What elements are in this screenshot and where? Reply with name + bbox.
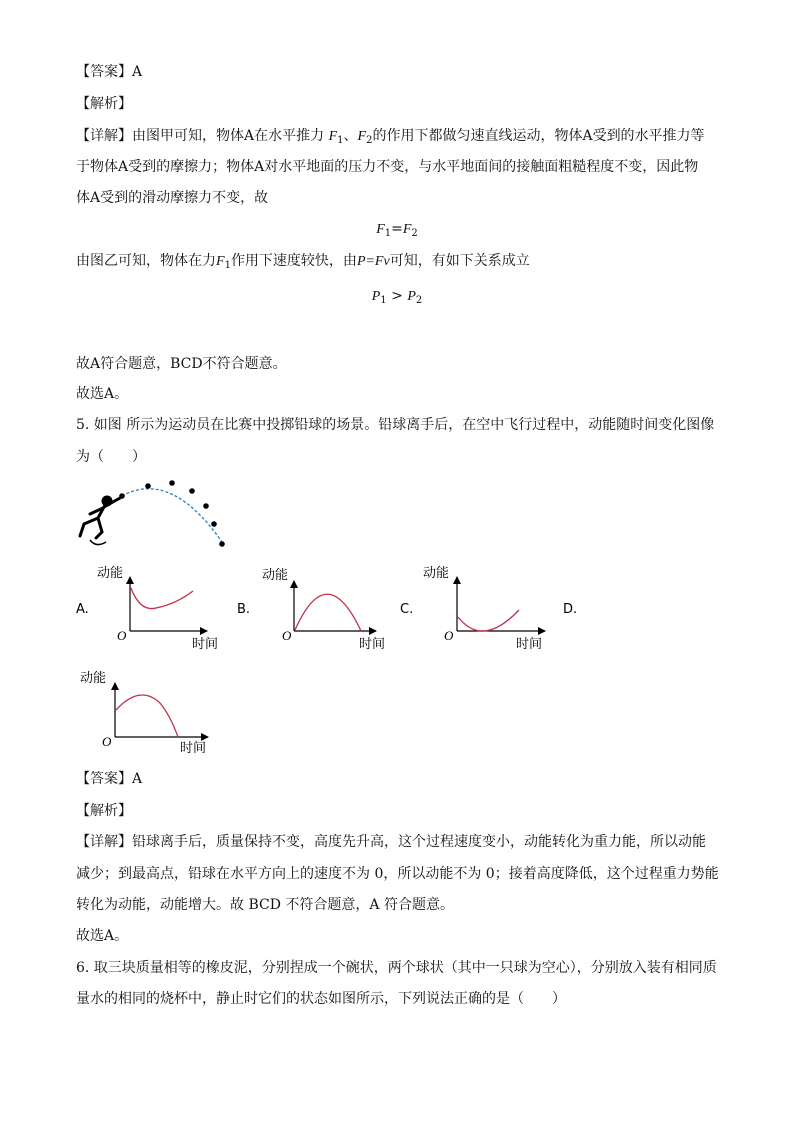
option-a-origin: O	[117, 628, 127, 643]
power-formula: P=Fv	[356, 254, 390, 269]
answer-line-1	[76, 62, 142, 82]
answer-tag: 【答案】	[76, 64, 132, 80]
answer-value: A	[132, 771, 143, 787]
option-b-origin: O	[282, 628, 292, 643]
option-d-origin: O	[102, 734, 112, 749]
detail-line-1: 【详解】由图甲可知，物体A在水平推力 $F_1$、$F_2$的作用下都做匀速直线运动，物体A受到的水平推力等	[76, 128, 705, 146]
answer-line-2	[76, 769, 142, 789]
q6-stem-line-1: 6. 取三块质量相等的橡皮泥，分别捏成一个碗状，两个球状（其中一只球为空心），分别放入装有相同质	[76, 960, 717, 976]
q5-options	[0, 560, 794, 760]
answer-value: A	[132, 64, 143, 80]
option-a-ylabel: 动能	[97, 566, 124, 581]
detail-tag: 【详解】	[76, 128, 132, 144]
analysis-tag-1: 【解析】	[76, 96, 132, 112]
answer-tag: 【答案】	[76, 771, 132, 787]
choose-line-1: 故选A。	[76, 386, 129, 402]
shot-ball	[145, 483, 151, 489]
detail-text: 铅球离手后，质量保持不变，高度先升高，这个过程速度变小，动能转化为重力能，所以动能	[132, 834, 706, 850]
conclusion-line: 故A符合题意，BCD不符合题意。	[76, 356, 287, 372]
detail-text: 的作用下都做匀速直线运动，物体A受到的水平推力等	[372, 128, 705, 144]
option-a-curve	[131, 588, 193, 609]
choose-line-2: 故选A。	[76, 928, 129, 944]
athlete-figure	[80, 497, 120, 538]
shot-ball	[203, 503, 209, 509]
trajectory-path	[122, 489, 222, 542]
shot-ball	[219, 541, 225, 547]
equation-force-equal: $F_1=F_2$	[376, 221, 418, 239]
detail-text: 由图乙可知，物体在力	[76, 253, 216, 269]
option-b-letter: B.	[237, 602, 251, 617]
option-a-xlabel: 时间	[192, 637, 219, 652]
option-c-ylabel: 动能	[423, 566, 450, 581]
shot-ball	[211, 521, 217, 527]
shot-ball	[169, 480, 175, 486]
q5-detail-line-2: 减少；到最高点，铅球在水平方向上的速度不为 0，所以动能不为 0；接着高度降低，这个过程重力势能	[76, 866, 719, 882]
detail-text: 作用下速度较快，由	[230, 253, 357, 269]
option-d-letter[interactable]: D.	[563, 602, 578, 617]
option-b-xlabel: 时间	[359, 637, 386, 652]
equation-power-compare: $P_1 > P_2$	[371, 288, 423, 306]
ground-mark	[90, 540, 106, 545]
q5-stem-line-2: 为（ ）	[76, 449, 146, 465]
option-d-ylabel: 动能	[80, 671, 107, 686]
detail-text: 可知，有如下关系成立	[389, 253, 530, 269]
shot-ball	[189, 488, 195, 494]
detail-tag: 【详解】	[76, 834, 132, 850]
option-d-xlabel: 时间	[180, 741, 207, 756]
q5-detail-line-3: 转化为动能，动能增大。故 BCD 不符合题意，A 符合题意。	[76, 897, 454, 913]
option-b-ylabel: 动能	[262, 568, 289, 583]
detail-line-4: 由图乙可知，物体在力$F_1$作用下速度较快，由P=Fv可知，有如下关系成立	[76, 253, 530, 271]
option-a[interactable]	[76, 565, 218, 652]
analysis-tag-2: 【解析】	[76, 803, 132, 819]
option-c-origin: O	[444, 628, 454, 643]
shotput-figure	[76, 474, 236, 554]
option-b[interactable]	[237, 567, 385, 652]
option-d-curve	[116, 695, 178, 737]
option-c-curve	[458, 610, 519, 631]
option-d[interactable]	[80, 670, 208, 756]
option-a-letter: A.	[76, 602, 89, 617]
option-c-letter: C.	[400, 602, 414, 617]
q6-stem-line-2: 量水的相同的烧杯中，静止时它们的状态如图所示，下列说法正确的是（ ）	[76, 991, 566, 1007]
option-c[interactable]	[400, 565, 545, 652]
detail-text: 由图甲可知，物体A在水平推力	[132, 128, 325, 144]
q5-detail-line-1	[76, 832, 706, 852]
option-b-curve	[295, 594, 361, 631]
q5-stem-line-1: 5. 如图 所示为运动员在比赛中投掷铅球的场景。铅球离手后，在空中飞行过程中，动能随时间变化图像	[76, 417, 715, 433]
detail-line-2: 于物体A受到的摩擦力；物体A对水平地面的压力不变，与水平地面间的接触面粗糙程度不变，因此物	[76, 159, 699, 175]
detail-text: 、	[343, 128, 358, 144]
detail-line-3: 体A受到的滑动摩擦力不变，故	[76, 190, 269, 206]
option-c-xlabel: 时间	[516, 637, 543, 652]
